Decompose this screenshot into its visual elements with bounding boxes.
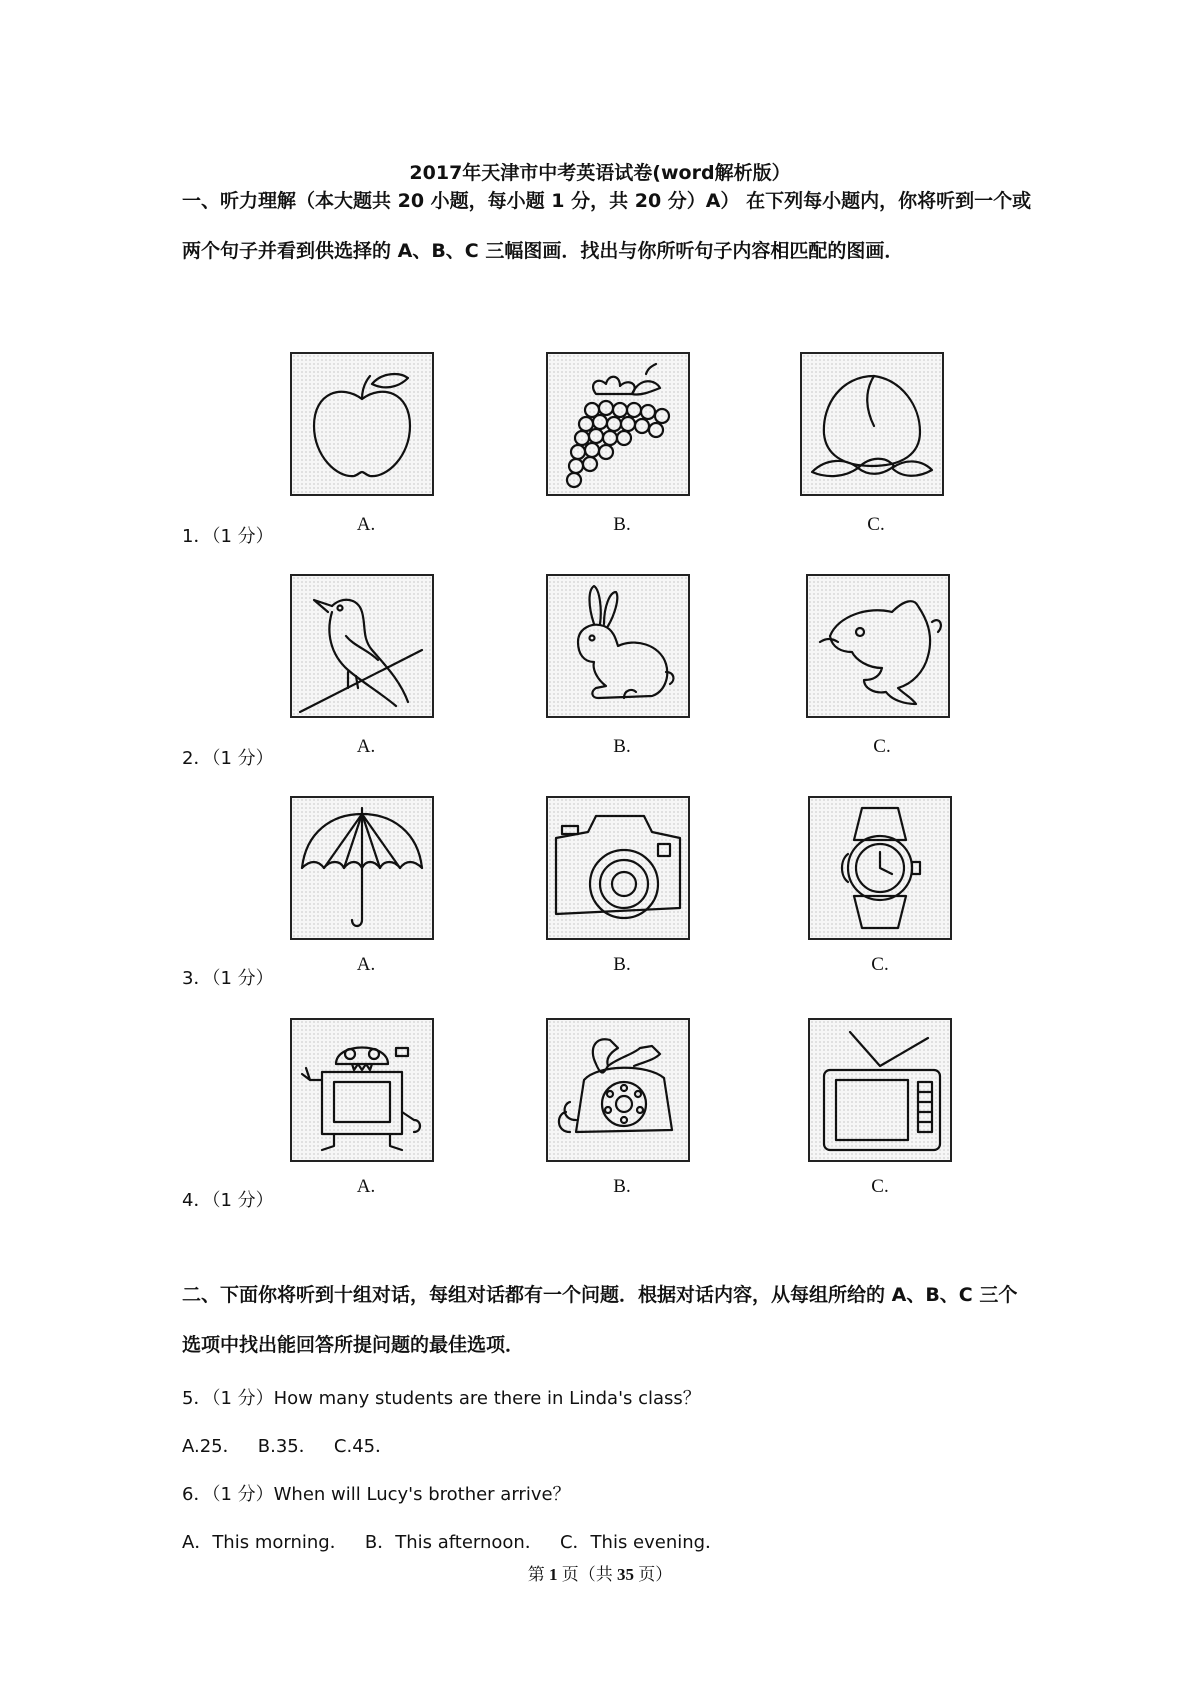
- watch-icon: [810, 798, 950, 938]
- peach-icon: [802, 354, 942, 494]
- section-two-heading: 二、下面你将听到十组对话，每组对话都有一个问题．根据对话内容，从每组所给的 A、B、C 三个选项中找出能回答所提问题的最佳选项．: [182, 1284, 1018, 1356]
- q2-option-c-image[interactable]: [806, 574, 950, 718]
- footer-middle: 页（共: [557, 1565, 617, 1584]
- q3-option-b-image[interactable]: [546, 796, 690, 940]
- q4-option-a-image[interactable]: [290, 1018, 434, 1162]
- q3-option-c-image[interactable]: [808, 796, 952, 940]
- question-2-label: 2．（1 分）: [182, 748, 274, 769]
- q4-option-c-image[interactable]: [808, 1018, 952, 1162]
- telephone-icon: [548, 1020, 688, 1160]
- footer-page-number: 1: [549, 1565, 558, 1584]
- question-4-label: 4．（1 分）: [182, 1190, 274, 1211]
- q2-option-a-label: A.: [356, 736, 376, 757]
- q1-option-c-image[interactable]: [800, 352, 944, 496]
- q1-option-a-image[interactable]: [290, 352, 434, 496]
- television-icon: [810, 1020, 950, 1160]
- bird-icon: [292, 576, 432, 716]
- q1-option-b-label: B.: [613, 514, 631, 535]
- q1-option-b-image[interactable]: [546, 352, 690, 496]
- question-6-options[interactable]: A．This morning． B．This afternoon． C．This evening．: [182, 1532, 724, 1553]
- dolphin-icon: [808, 576, 948, 716]
- footer-suffix: 页）: [634, 1565, 673, 1584]
- q1-option-a-label: A.: [356, 514, 376, 535]
- q3-option-a-image[interactable]: [290, 796, 434, 940]
- q1-option-c-label: C.: [867, 514, 885, 535]
- umbrella-icon: [292, 798, 432, 938]
- q2-option-b-image[interactable]: [546, 574, 690, 718]
- footer-total-pages: 35: [617, 1565, 634, 1584]
- apple-icon: [292, 354, 432, 494]
- question-3-label: 3．（1 分）: [182, 968, 274, 989]
- q4-option-c-label: C.: [871, 1176, 889, 1197]
- q4-option-b-label: B.: [613, 1176, 631, 1197]
- q4-option-b-image[interactable]: [546, 1018, 690, 1162]
- camera-icon: [548, 798, 688, 938]
- question-1-label: 1．（1 分）: [182, 526, 274, 547]
- page-title: 2017年天津市中考英语试卷(word解析版）: [409, 162, 791, 184]
- q4-option-a-label: A.: [356, 1176, 376, 1197]
- footer-prefix: 第: [527, 1565, 549, 1584]
- section-one-heading: 一、听力理解（本大题共 20 小题，每小题 1 分，共 20 分）A） 在下列每小题内，你将听到一个或两个句子并看到供选择的 A、B、C 三幅图画．找出与你所听句子内容相匹配的图画．: [182, 190, 1032, 262]
- question-6-text: 6．（1 分）When will Lucy's brother arrive？: [182, 1484, 571, 1505]
- q3-option-a-label: A.: [356, 954, 376, 975]
- question-5-options[interactable]: A.25． B.35． C.45．: [182, 1436, 394, 1457]
- page-footer: [0, 1560, 1200, 1585]
- question-5-text: 5．（1 分）How many students are there in Linda's class？: [182, 1388, 701, 1409]
- q2-option-a-image[interactable]: [290, 574, 434, 718]
- q3-option-c-label: C.: [871, 954, 889, 975]
- q2-option-b-label: B.: [613, 736, 631, 757]
- q3-option-b-label: B.: [613, 954, 631, 975]
- rabbit-icon: [548, 576, 688, 716]
- grapes-icon: [548, 354, 688, 494]
- q2-option-c-label: C.: [873, 736, 891, 757]
- robot-icon: [292, 1020, 432, 1160]
